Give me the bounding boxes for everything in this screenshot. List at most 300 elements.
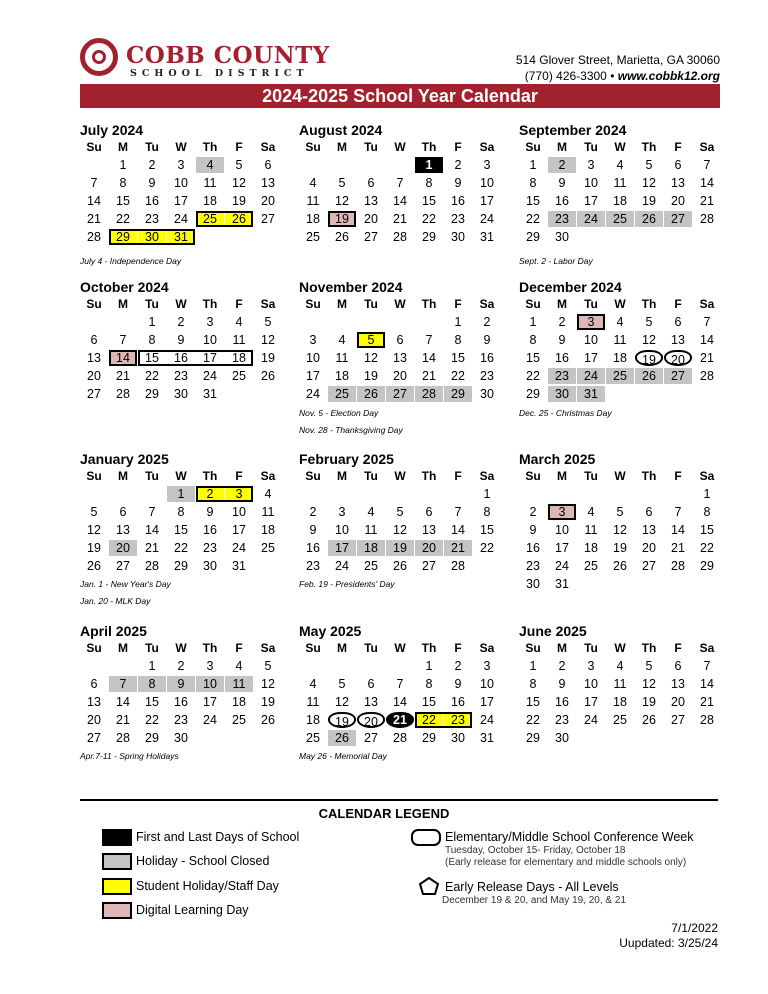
- month-title: December 2024: [519, 279, 622, 295]
- day-cell: 21: [116, 369, 130, 383]
- day-cell: 27: [386, 386, 414, 402]
- day-cell: 19: [364, 369, 378, 383]
- day-cell: 24: [203, 369, 217, 383]
- day-cell: 26: [261, 369, 275, 383]
- day-cell: 27: [642, 559, 656, 573]
- holiday-note: Sept. 2 - Labor Day: [519, 256, 593, 266]
- day-cell: 11: [225, 676, 253, 692]
- day-cell: 17: [203, 351, 217, 365]
- day-cell: 7: [703, 158, 711, 172]
- day-cell: 2: [177, 659, 185, 673]
- day-cell: 3: [225, 486, 253, 502]
- day-cell: 13: [671, 677, 685, 691]
- legend-digital: Digital Learning Day: [136, 903, 249, 917]
- day-cell: 27: [664, 211, 692, 227]
- contact-info: [516, 52, 720, 84]
- day-cell: 14: [393, 194, 407, 208]
- day-cell: 17: [584, 194, 598, 208]
- day-cell: 23: [555, 713, 569, 727]
- day-cell: 26: [635, 368, 663, 384]
- day-cell: 24: [232, 541, 246, 555]
- day-cell: 14: [116, 695, 130, 709]
- day-cell: 18: [306, 713, 320, 727]
- weekday-header: Tu: [584, 297, 598, 311]
- day-cell: 30: [555, 230, 569, 244]
- day-cell: 13: [87, 695, 101, 709]
- day-cell: 2: [558, 315, 566, 329]
- day-cell: 7: [396, 677, 404, 691]
- day-cell: 19: [642, 194, 656, 208]
- month-days-grid: [519, 640, 719, 748]
- weekday-header: Th: [641, 140, 657, 154]
- day-cell: 12: [642, 333, 656, 347]
- day-cell: 20: [364, 212, 378, 226]
- day-cell: 8: [483, 505, 491, 519]
- day-cell: 24: [203, 713, 217, 727]
- day-cell: 1: [415, 157, 443, 173]
- weekday-header: F: [674, 469, 682, 483]
- day-cell: 18: [335, 369, 349, 383]
- month-june-2025: [519, 622, 719, 748]
- day-cell: 22: [700, 541, 714, 555]
- day-cell: 30: [555, 731, 569, 745]
- weekday-header: Tu: [145, 641, 159, 655]
- holiday-note: Apr.7-11 - Spring Holidays: [80, 751, 179, 761]
- day-cell: 26: [357, 386, 385, 402]
- day-cell: 18: [613, 351, 627, 365]
- day-cell: 21: [116, 713, 130, 727]
- day-cell: 25: [328, 386, 356, 402]
- day-cell: 3: [548, 504, 576, 520]
- holiday-note: Jan. 20 - MLK Day: [80, 596, 151, 606]
- day-cell: 15: [451, 351, 465, 365]
- weekday-header: Su: [86, 297, 102, 311]
- day-cell: 11: [613, 176, 627, 190]
- legend-conference-dates: Tuesday, October 15- Friday, October 18: [445, 845, 626, 856]
- day-cell: 15: [526, 194, 540, 208]
- month-july-2024: [80, 121, 280, 247]
- day-cell: 15: [422, 695, 436, 709]
- address: 514 Glover Street, Marietta, GA 30060: [515, 53, 720, 67]
- day-cell: 21: [671, 541, 685, 555]
- day-cell: 9: [558, 333, 566, 347]
- weekday-header: M: [557, 297, 567, 311]
- weekday-header: Tu: [364, 641, 378, 655]
- day-cell: 20: [642, 541, 656, 555]
- day-cell: 4: [616, 158, 624, 172]
- holiday-note: Dec. 25 - Christmas Day: [519, 408, 612, 418]
- day-cell: 11: [261, 505, 275, 519]
- footer-updated: Uupdated: 3/25/24: [619, 936, 718, 950]
- day-cell: 6: [90, 677, 98, 691]
- day-cell: 16: [174, 695, 188, 709]
- day-cell: 2: [309, 505, 317, 519]
- weekday-header: Su: [86, 641, 102, 655]
- day-cell: 9: [167, 676, 195, 692]
- day-cell: 7: [109, 676, 137, 692]
- weekday-header: M: [118, 641, 128, 655]
- day-cell: 25: [606, 211, 634, 227]
- day-cell: 15: [145, 695, 159, 709]
- day-cell: 3: [587, 659, 595, 673]
- day-cell: 22: [422, 212, 436, 226]
- day-cell: 15: [422, 194, 436, 208]
- day-cell: 1: [167, 486, 195, 502]
- day-cell: 17: [480, 194, 494, 208]
- day-cell: 30: [451, 230, 465, 244]
- day-cell: 12: [393, 523, 407, 537]
- day-cell: 19: [386, 540, 414, 556]
- holiday-note: Nov. 28 - Thanksgiving Day: [299, 425, 403, 435]
- day-cell: 14: [393, 695, 407, 709]
- weekday-header: Tu: [584, 469, 598, 483]
- day-cell: 30: [203, 559, 217, 573]
- day-cell: 19: [261, 695, 275, 709]
- day-cell: 9: [454, 677, 462, 691]
- month-january-2025: [80, 450, 280, 576]
- day-cell: 23: [145, 212, 159, 226]
- day-cell: 23: [174, 713, 188, 727]
- weekday-header: W: [614, 469, 626, 483]
- day-cell: 26: [613, 559, 627, 573]
- day-cell: 23: [548, 368, 576, 384]
- weekday-header: Th: [202, 140, 218, 154]
- day-cell: 12: [87, 523, 101, 537]
- day-cell: 24: [584, 713, 598, 727]
- weekday-header: Tu: [364, 469, 378, 483]
- day-cell: 29: [145, 387, 159, 401]
- day-cell: 10: [196, 676, 224, 692]
- day-cell: 8: [454, 333, 462, 347]
- day-cell: 17: [203, 695, 217, 709]
- day-cell: 21: [700, 351, 714, 365]
- day-cell: 30: [480, 387, 494, 401]
- weekday-header: Su: [525, 140, 541, 154]
- month-october-2024: [80, 278, 280, 404]
- day-cell: 23: [444, 712, 472, 728]
- day-cell: 7: [148, 505, 156, 519]
- day-cell: 9: [483, 333, 491, 347]
- day-cell: 6: [674, 659, 682, 673]
- weekday-header: Sa: [699, 641, 715, 655]
- day-cell: 31: [167, 229, 195, 245]
- day-cell: 29: [109, 229, 137, 245]
- day-cell: 2: [196, 486, 224, 502]
- day-cell: 6: [367, 677, 375, 691]
- day-cell: 5: [338, 176, 346, 190]
- weekday-header: F: [454, 140, 462, 154]
- month-april-2025: [80, 622, 280, 748]
- day-cell: 19: [87, 541, 101, 555]
- weekday-header: W: [394, 140, 406, 154]
- month-title: September 2024: [519, 122, 627, 138]
- day-cell: 4: [616, 315, 624, 329]
- weekday-header: Su: [86, 469, 102, 483]
- day-cell: 17: [584, 695, 598, 709]
- day-cell: 27: [87, 731, 101, 745]
- day-cell: 30: [174, 731, 188, 745]
- day-cell: 6: [367, 176, 375, 190]
- day-cell: 2: [454, 659, 462, 673]
- day-cell: 11: [613, 333, 627, 347]
- day-cell: 28: [671, 559, 685, 573]
- day-cell: 6: [264, 158, 272, 172]
- day-cell: 11: [203, 176, 217, 190]
- day-cell: 25: [364, 559, 378, 573]
- weekday-header: Tu: [145, 140, 159, 154]
- weekday-header: W: [175, 469, 187, 483]
- day-cell: 7: [396, 176, 404, 190]
- day-cell: 15: [526, 351, 540, 365]
- day-cell: 10: [232, 505, 246, 519]
- day-cell: 28: [116, 731, 130, 745]
- weekday-header: Th: [202, 469, 218, 483]
- day-cell: 22: [415, 712, 443, 728]
- day-cell: 16: [555, 351, 569, 365]
- day-cell: 14: [700, 333, 714, 347]
- day-cell: 31: [577, 386, 605, 402]
- month-days-grid: [299, 640, 499, 748]
- day-cell: 5: [264, 315, 272, 329]
- day-cell: 8: [177, 505, 185, 519]
- day-cell: 17: [174, 194, 188, 208]
- day-cell: 21: [700, 695, 714, 709]
- day-cell: 1: [529, 158, 537, 172]
- day-cell: 9: [558, 677, 566, 691]
- logo-title: COBB COUNTY: [126, 42, 330, 69]
- weekday-header: Tu: [584, 140, 598, 154]
- weekday-header: F: [454, 641, 462, 655]
- day-cell: 20: [357, 712, 385, 728]
- day-cell: 16: [480, 351, 494, 365]
- day-cell: 27: [116, 559, 130, 573]
- day-cell: 5: [357, 332, 385, 348]
- day-cell: 29: [422, 731, 436, 745]
- day-cell: 28: [700, 713, 714, 727]
- day-cell: 7: [454, 505, 462, 519]
- day-cell: 24: [577, 211, 605, 227]
- phone: (770) 426-3300 •: [524, 69, 615, 83]
- day-cell: 7: [703, 315, 711, 329]
- weekday-header: W: [175, 297, 187, 311]
- day-cell: 12: [642, 176, 656, 190]
- day-cell: 18: [584, 541, 598, 555]
- day-cell: 1: [454, 315, 462, 329]
- day-cell: 18: [203, 194, 217, 208]
- first-last-swatch: [102, 829, 132, 846]
- weekday-header: Th: [641, 297, 657, 311]
- weekday-header: Su: [305, 140, 321, 154]
- legend-student-holiday: Student Holiday/Staff Day: [136, 879, 279, 893]
- day-cell: 10: [480, 677, 494, 691]
- weekday-header: Su: [305, 297, 321, 311]
- day-cell: 18: [232, 695, 246, 709]
- day-cell: 8: [529, 677, 537, 691]
- day-cell: 9: [206, 505, 214, 519]
- day-cell: 19: [328, 211, 356, 227]
- legend-title: CALENDAR LEGEND: [318, 806, 450, 821]
- day-cell: 10: [584, 333, 598, 347]
- day-cell: 29: [526, 731, 540, 745]
- weekday-header: Th: [202, 641, 218, 655]
- day-cell: 17: [584, 351, 598, 365]
- day-cell: 27: [261, 212, 275, 226]
- legend-first-last: First and Last Days of School: [136, 830, 300, 844]
- day-cell: 28: [393, 731, 407, 745]
- weekday-header: Sa: [699, 297, 715, 311]
- day-cell: 15: [174, 523, 188, 537]
- day-cell: 28: [415, 386, 443, 402]
- day-cell: 26: [635, 211, 663, 227]
- weekday-header: M: [118, 297, 128, 311]
- day-cell: 5: [645, 659, 653, 673]
- day-cell: 30: [548, 386, 576, 402]
- month-days-grid: [80, 640, 280, 748]
- day-cell: 19: [328, 712, 356, 728]
- day-cell: 6: [90, 333, 98, 347]
- month-title: February 2025: [299, 451, 394, 467]
- day-cell: 13: [116, 523, 130, 537]
- day-cell: 3: [206, 315, 214, 329]
- weekday-header: Su: [525, 641, 541, 655]
- day-cell: 18: [613, 194, 627, 208]
- day-cell: 5: [338, 677, 346, 691]
- day-cell: 31: [480, 731, 494, 745]
- day-cell: 25: [584, 559, 598, 573]
- weekday-header: Su: [305, 641, 321, 655]
- weekday-header: Th: [641, 469, 657, 483]
- website-link[interactable]: www.cobbk12.org: [617, 69, 720, 83]
- day-cell: 11: [306, 194, 320, 208]
- day-cell: 27: [364, 731, 378, 745]
- district-logo-icon: [80, 38, 118, 76]
- day-cell: 23: [451, 212, 465, 226]
- day-cell: 26: [642, 713, 656, 727]
- day-cell: 16: [555, 695, 569, 709]
- month-days-grid: [80, 468, 280, 576]
- day-cell: 14: [87, 194, 101, 208]
- month-title: August 2024: [299, 122, 383, 138]
- day-cell: 29: [174, 559, 188, 573]
- weekday-header: Sa: [479, 297, 495, 311]
- day-cell: 27: [664, 368, 692, 384]
- month-march-2025: [519, 450, 719, 594]
- weekday-header: Th: [421, 140, 437, 154]
- footer-date: 7/1/2022: [671, 921, 718, 935]
- weekday-header: Th: [641, 641, 657, 655]
- day-cell: 1: [483, 487, 491, 501]
- month-days-grid: [299, 139, 499, 247]
- month-title: March 2025: [519, 451, 596, 467]
- day-cell: 17: [328, 540, 356, 556]
- day-cell: 18: [613, 695, 627, 709]
- day-cell: 26: [225, 211, 253, 227]
- weekday-header: M: [557, 140, 567, 154]
- day-cell: 14: [422, 351, 436, 365]
- day-cell: 6: [674, 158, 682, 172]
- day-cell: 20: [87, 369, 101, 383]
- legend-early-release: Early Release Days - All Levels: [445, 880, 619, 894]
- day-cell: 23: [203, 541, 217, 555]
- day-cell: 7: [425, 333, 433, 347]
- day-cell: 4: [309, 677, 317, 691]
- day-cell: 3: [483, 659, 491, 673]
- weekday-header: Tu: [145, 469, 159, 483]
- month-days-grid: [299, 296, 499, 404]
- day-cell: 22: [480, 541, 494, 555]
- day-cell: 8: [529, 176, 537, 190]
- day-cell: 4: [367, 505, 375, 519]
- day-cell: 1: [425, 659, 433, 673]
- day-cell: 4: [264, 487, 272, 501]
- day-cell: 11: [232, 333, 246, 347]
- weekday-header: Su: [525, 297, 541, 311]
- day-cell: 9: [454, 176, 462, 190]
- day-cell: 3: [587, 158, 595, 172]
- weekday-header: M: [337, 641, 347, 655]
- legend-conference-note: (Early release for elementary and middle schools only): [445, 857, 687, 868]
- day-cell: 24: [335, 559, 349, 573]
- header: [80, 38, 720, 84]
- day-cell: 23: [174, 369, 188, 383]
- day-cell: 16: [306, 541, 320, 555]
- day-cell: 1: [529, 659, 537, 673]
- weekday-header: F: [235, 140, 243, 154]
- day-cell: 8: [425, 677, 433, 691]
- day-cell: 28: [145, 559, 159, 573]
- month-title: October 2024: [80, 279, 169, 295]
- day-cell: 26: [335, 230, 349, 244]
- day-cell: 20: [664, 350, 692, 366]
- day-cell: 8: [425, 176, 433, 190]
- day-cell: 2: [148, 158, 156, 172]
- holiday-note: Nov. 5 - Election Day: [299, 408, 379, 418]
- weekday-header: Th: [421, 469, 437, 483]
- day-cell: 1: [703, 487, 711, 501]
- day-cell: 16: [203, 523, 217, 537]
- weekday-header: Sa: [479, 469, 495, 483]
- day-cell: 12: [232, 176, 246, 190]
- day-cell: 9: [309, 523, 317, 537]
- day-cell: 11: [335, 351, 349, 365]
- day-cell: 29: [145, 731, 159, 745]
- holiday-note: May 26 - Memorial Day: [299, 751, 387, 761]
- day-cell: 4: [338, 333, 346, 347]
- month-may-2025: [299, 622, 499, 748]
- weekday-header: F: [235, 297, 243, 311]
- weekday-header: Sa: [260, 641, 276, 655]
- day-cell: 22: [526, 713, 540, 727]
- holiday-note: July 4 - Independence Day: [80, 256, 182, 266]
- day-cell: 8: [138, 676, 166, 692]
- day-cell: 22: [116, 212, 130, 226]
- month-days-grid: [519, 139, 719, 247]
- day-cell: 18: [261, 523, 275, 537]
- day-cell: 21: [87, 212, 101, 226]
- weekday-header: Tu: [584, 641, 598, 655]
- day-cell: 6: [674, 315, 682, 329]
- day-cell: 9: [558, 176, 566, 190]
- weekday-header: W: [394, 641, 406, 655]
- weekday-header: Th: [421, 297, 437, 311]
- weekday-header: Sa: [260, 140, 276, 154]
- day-cell: 26: [261, 713, 275, 727]
- day-cell: 26: [328, 730, 356, 746]
- day-cell: 15: [700, 523, 714, 537]
- day-cell: 18: [357, 540, 385, 556]
- day-cell: 2: [558, 659, 566, 673]
- day-cell: 22: [145, 713, 159, 727]
